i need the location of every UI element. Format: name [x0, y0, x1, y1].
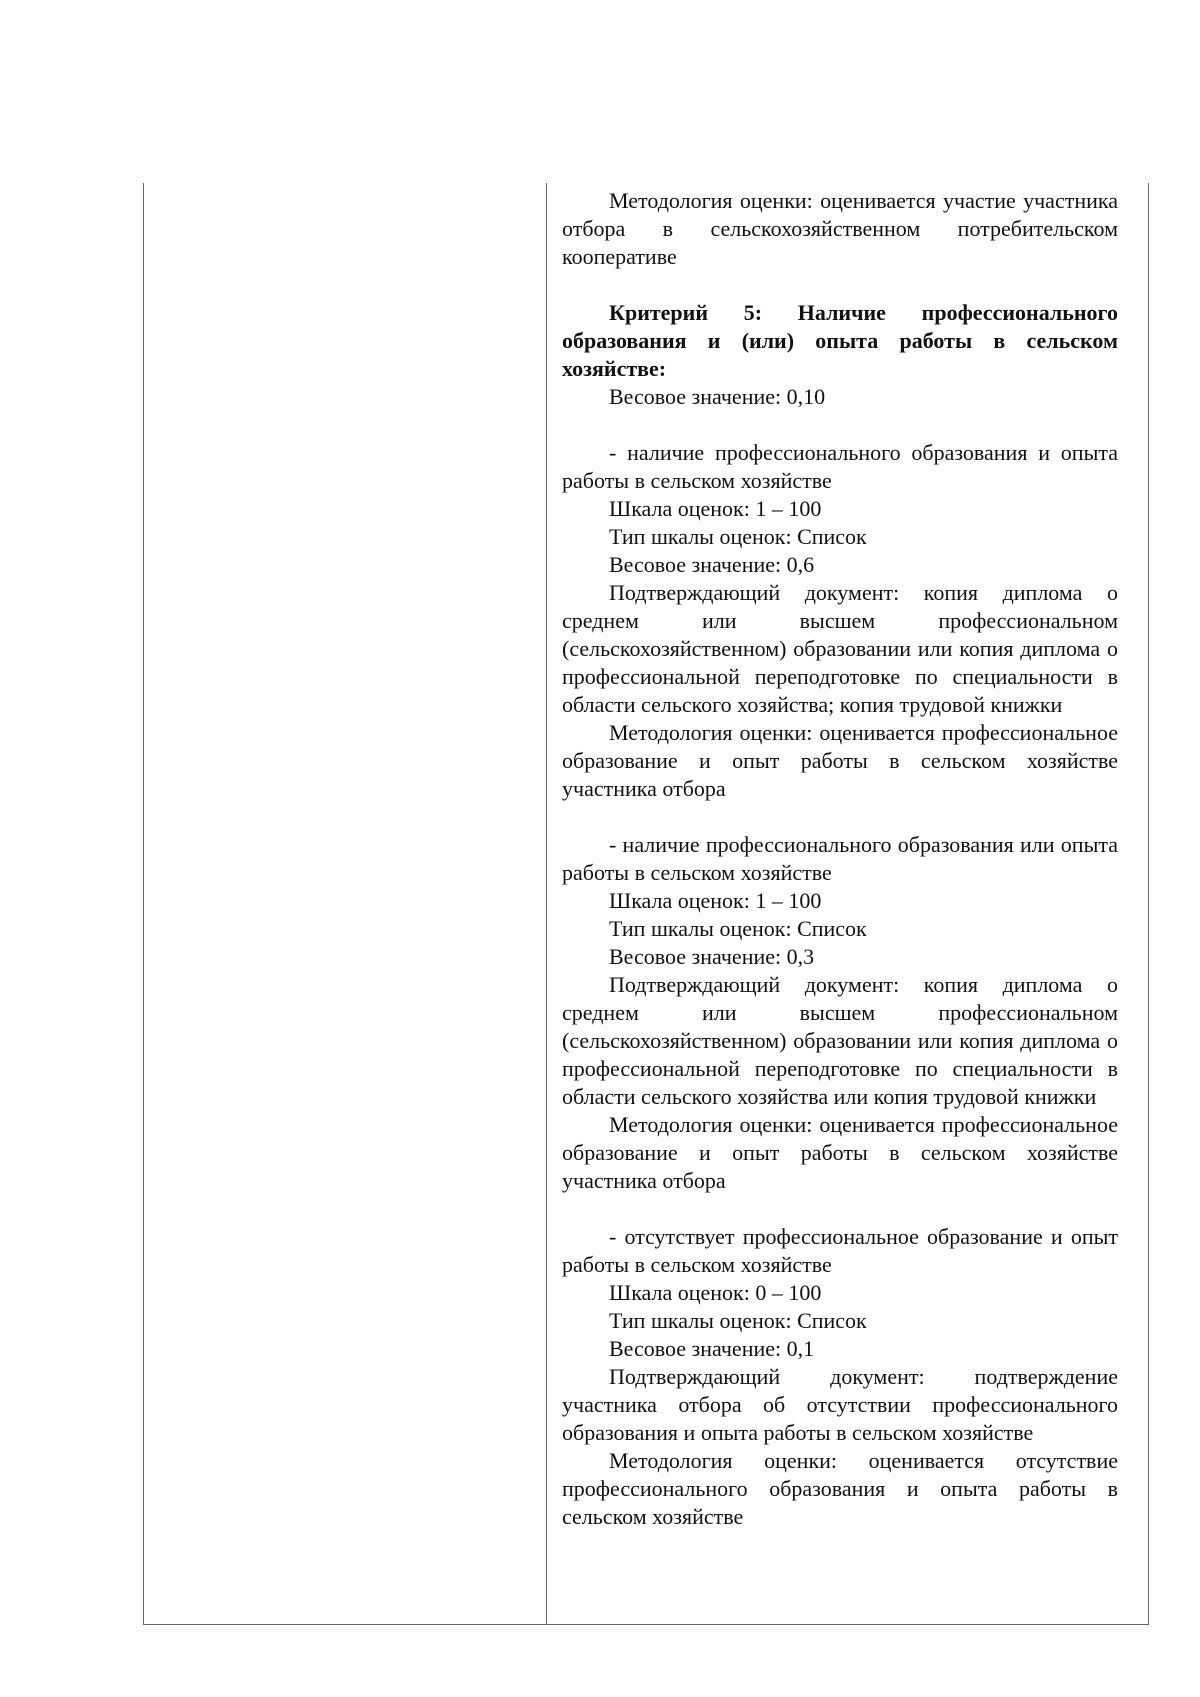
paragraph: - отсутствует профессиональное образование и опыт работы в сельском хозяйстве [562, 1224, 1118, 1277]
paragraph-spacer [562, 271, 1118, 299]
paragraph: Методология оценки: оценивается профессиональное образование и опыт работы в сельском хозяйстве участника отбора [562, 1112, 1118, 1193]
paragraph: Шкала оценок: 0 – 100 [609, 1280, 822, 1305]
paragraph: Методология оценки: оценивается отсутствие профессионального образования и опыта работы в сельском хозяйстве [562, 1448, 1118, 1529]
criteria-table [143, 183, 1149, 1625]
paragraph-spacer [562, 411, 1118, 439]
paragraph: Весовое значение: 0,6 [609, 552, 815, 577]
paragraph-spacer [562, 1195, 1118, 1223]
criterion-heading: Критерий 5: Наличие профессионального образования и (или) опыта работы в сельском хозяйстве: [562, 300, 1118, 381]
paragraph-spacer [562, 803, 1118, 831]
table-right-cell [562, 187, 1118, 1531]
column-divider [546, 183, 547, 1624]
paragraph: Шкала оценок: 1 – 100 [609, 496, 822, 521]
paragraph: - наличие профессионального образования или опыта работы в сельском хозяйстве [562, 832, 1118, 885]
paragraph: Тип шкалы оценок: Список [609, 524, 867, 549]
paragraph: Подтверждающий документ: копия диплома о среднем или высшем профессиональном (сельскохозяйственном) образовании или копия диплома о профессиональной переподготовке по специальности в области сельского хозяйства или копия трудовой книжки [562, 972, 1118, 1109]
paragraph: Методология оценки: оценивается участие участника отбора в сельскохозяйственном потребительском кооперативе [562, 188, 1118, 269]
paragraph: Шкала оценок: 1 – 100 [609, 888, 822, 913]
paragraph: Весовое значение: 0,10 [609, 384, 826, 409]
table-left-cell [144, 183, 546, 1624]
paragraph: Весовое значение: 0,1 [609, 1336, 815, 1361]
paragraph: Тип шкалы оценок: Список [609, 1308, 867, 1333]
paragraph: Методология оценки: оценивается профессиональное образование и опыт работы в сельском хозяйстве участника отбора [562, 720, 1118, 801]
paragraph: Весовое значение: 0,3 [609, 944, 815, 969]
paragraph: Подтверждающий документ: копия диплома о среднем или высшем профессиональном (сельскохозяйственном) образовании или копия диплома о профессиональной переподготовке по специальности в области сельского хозяйства; копия трудовой книжки [562, 580, 1118, 717]
paragraph: Подтверждающий документ: подтверждение участника отбора об отсутствии профессионального образования и опыта работы в сельском хозяйстве [562, 1364, 1118, 1445]
paragraph: Тип шкалы оценок: Список [609, 916, 867, 941]
paragraph: - наличие профессионального образования и опыта работы в сельском хозяйстве [562, 440, 1118, 493]
